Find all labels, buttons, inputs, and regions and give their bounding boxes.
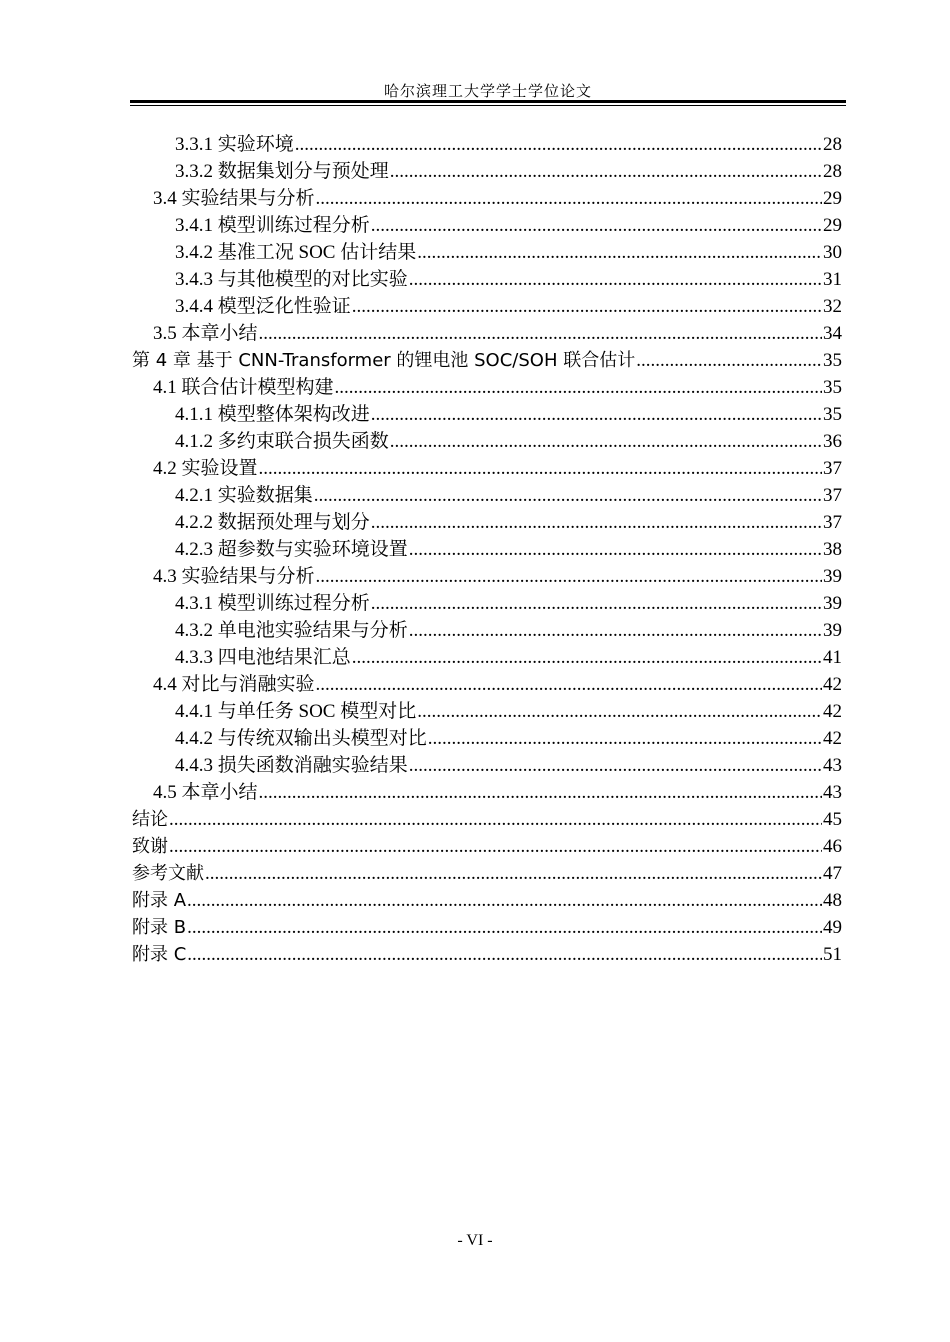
toc-entry-page: 34 (823, 323, 842, 344)
toc-entry[interactable] (132, 266, 842, 293)
toc-dot-leader (259, 320, 822, 347)
toc-dot-leader (316, 185, 822, 212)
toc-dot-leader (352, 644, 822, 671)
toc-entry[interactable] (132, 347, 842, 374)
toc-entry[interactable] (132, 509, 842, 536)
toc-entry-title: 4.2.3 超参数与实验环境设置 (175, 539, 408, 560)
toc-dot-leader (187, 887, 822, 914)
toc-entry[interactable] (132, 428, 842, 455)
toc-entry[interactable] (132, 941, 842, 968)
toc-dot-leader (259, 779, 822, 806)
toc-dot-leader (335, 374, 822, 401)
toc-entry-title: 第 4 章 基于 CNN-Transformer 的锂电池 SOC/SOH 联合估计 (132, 350, 636, 371)
toc-entry-title: 4.2.1 实验数据集 (175, 485, 313, 506)
toc-entry-page: 42 (823, 674, 842, 695)
toc-entry-title: 4.3.1 模型训练过程分析 (175, 593, 370, 614)
header-rule-thick (130, 100, 846, 103)
toc-dot-leader (169, 806, 822, 833)
toc-entry[interactable] (132, 212, 842, 239)
toc-entry-page: 28 (823, 134, 842, 155)
toc-entry[interactable] (132, 860, 842, 887)
toc-entry[interactable] (132, 158, 842, 185)
toc-entry-page: 29 (823, 188, 842, 209)
toc-entry-page: 48 (823, 890, 842, 911)
toc-dot-leader (417, 239, 822, 266)
toc-entry-page: 35 (823, 377, 842, 398)
toc-dot-leader (316, 671, 822, 698)
toc-entry[interactable] (132, 401, 842, 428)
toc-entry-page: 38 (823, 539, 842, 560)
toc-entry[interactable] (132, 455, 842, 482)
toc-entry-page: 39 (823, 593, 842, 614)
toc-entry-title: 附录 B (132, 917, 187, 938)
toc-entry-page: 35 (823, 350, 842, 371)
page-number: - VI - (457, 1232, 493, 1249)
toc-dot-leader (409, 536, 822, 563)
toc-entry-page: 51 (823, 944, 842, 965)
toc-entry-page: 36 (823, 431, 842, 452)
toc-entry[interactable] (132, 914, 842, 941)
toc-entry-page: 31 (823, 269, 842, 290)
toc-entry[interactable] (132, 644, 842, 671)
toc-entry[interactable] (132, 671, 842, 698)
toc-entry-title: 4.3 实验结果与分析 (153, 566, 315, 587)
toc-entry-page: 29 (823, 215, 842, 236)
toc-entry-title: 致谢 (132, 836, 168, 857)
toc-entry[interactable] (132, 806, 842, 833)
toc-entry-title: 4.3.2 单电池实验结果与分析 (175, 620, 408, 641)
toc-entry-title: 4.1.2 多约束联合损失函数 (175, 431, 389, 452)
toc-entry[interactable] (132, 617, 842, 644)
toc-dot-leader (314, 482, 822, 509)
table-of-contents (132, 131, 842, 968)
toc-entry-title: 3.4.1 模型训练过程分析 (175, 215, 370, 236)
toc-entry[interactable] (132, 779, 842, 806)
toc-entry-title: 4.5 本章小结 (153, 782, 258, 803)
toc-dot-leader (371, 509, 822, 536)
toc-entry-page: 37 (823, 485, 842, 506)
toc-dot-leader (259, 455, 822, 482)
toc-entry-title: 4.2 实验设置 (153, 458, 258, 479)
toc-entry[interactable] (132, 725, 842, 752)
toc-entry[interactable] (132, 482, 842, 509)
toc-entry-title: 3.5 本章小结 (153, 323, 258, 344)
toc-entry-page: 28 (823, 161, 842, 182)
toc-dot-leader (316, 563, 822, 590)
toc-entry-title: 附录 C (132, 944, 187, 965)
toc-entry-title: 3.4.2 基准工况 SOC 估计结果 (175, 242, 417, 263)
toc-entry-title: 3.3.1 实验环境 (175, 134, 294, 155)
toc-dot-leader (352, 293, 822, 320)
toc-entry[interactable] (132, 887, 842, 914)
toc-entry-page: 45 (823, 809, 842, 830)
toc-dot-leader (636, 347, 822, 374)
toc-dot-leader (187, 914, 822, 941)
toc-dot-leader (428, 725, 822, 752)
toc-entry-page: 47 (823, 863, 842, 884)
toc-dot-leader (295, 131, 822, 158)
toc-entry-title: 3.3.2 数据集划分与预处理 (175, 161, 389, 182)
toc-entry-page: 42 (823, 728, 842, 749)
toc-entry-title: 4.4 对比与消融实验 (153, 674, 315, 695)
toc-dot-leader (417, 698, 822, 725)
toc-entry-title: 3.4 实验结果与分析 (153, 188, 315, 209)
toc-entry[interactable] (132, 563, 842, 590)
toc-entry-page: 43 (823, 755, 842, 776)
toc-dot-leader (371, 401, 822, 428)
toc-entry-page: 35 (823, 404, 842, 425)
toc-entry-page: 42 (823, 701, 842, 722)
toc-entry-title: 4.1.1 模型整体架构改进 (175, 404, 370, 425)
toc-entry-title: 附录 A (132, 890, 187, 911)
toc-entry-title: 4.1 联合估计模型构建 (153, 377, 334, 398)
toc-entry[interactable] (132, 239, 842, 266)
toc-dot-leader (187, 941, 822, 968)
toc-entry-title: 4.4.2 与传统双输出头模型对比 (175, 728, 427, 749)
toc-entry[interactable] (132, 320, 842, 347)
toc-entry[interactable] (132, 698, 842, 725)
toc-dot-leader (371, 212, 822, 239)
toc-entry[interactable] (132, 536, 842, 563)
toc-entry-title: 结论 (132, 809, 168, 830)
toc-dot-leader (371, 590, 822, 617)
running-header: 哈尔滨理工大学学士学位论文 (383, 84, 592, 100)
toc-dot-leader (390, 158, 822, 185)
toc-entry[interactable] (132, 590, 842, 617)
toc-entry[interactable] (132, 185, 842, 212)
toc-dot-leader (169, 833, 822, 860)
toc-entry[interactable] (132, 374, 842, 401)
toc-entry[interactable] (132, 131, 842, 158)
toc-dot-leader (409, 752, 822, 779)
toc-entry-title: 4.4.1 与单任务 SOC 模型对比 (175, 701, 417, 722)
toc-entry-page: 37 (823, 512, 842, 533)
header-rule-thin (130, 105, 846, 106)
toc-entry-page: 37 (823, 458, 842, 479)
toc-entry-title: 3.4.3 与其他模型的对比实验 (175, 269, 408, 290)
toc-dot-leader (409, 617, 822, 644)
toc-entry-title: 参考文献 (132, 863, 204, 884)
toc-dot-leader (409, 266, 822, 293)
toc-entry-title: 4.4.3 损失函数消融实验结果 (175, 755, 408, 776)
toc-entry-page: 49 (823, 917, 842, 938)
toc-entry-page: 39 (823, 566, 842, 587)
toc-entry-page: 41 (823, 647, 842, 668)
toc-entry[interactable] (132, 752, 842, 779)
toc-entry[interactable] (132, 293, 842, 320)
toc-entry-page: 32 (823, 296, 842, 317)
toc-entry-title: 4.2.2 数据预处理与划分 (175, 512, 370, 533)
toc-dot-leader (390, 428, 822, 455)
toc-dot-leader (205, 860, 822, 887)
toc-entry-title: 4.3.3 四电池结果汇总 (175, 647, 351, 668)
toc-entry[interactable] (132, 833, 842, 860)
toc-entry-page: 46 (823, 836, 842, 857)
toc-entry-title: 3.4.4 模型泛化性验证 (175, 296, 351, 317)
toc-entry-page: 39 (823, 620, 842, 641)
toc-entry-page: 43 (823, 782, 842, 803)
toc-entry-page: 30 (823, 242, 842, 263)
